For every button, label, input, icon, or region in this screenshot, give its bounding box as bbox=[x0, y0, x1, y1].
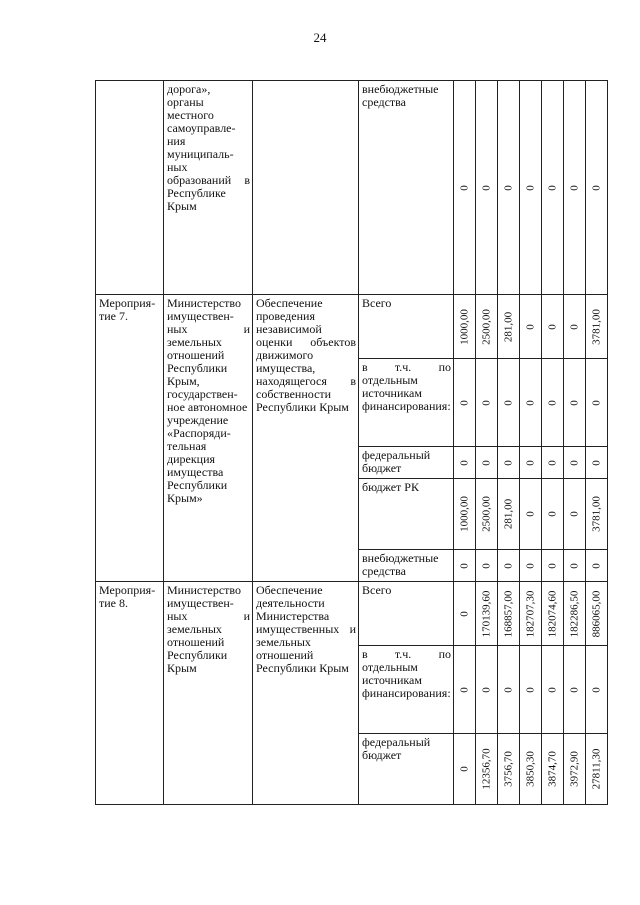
amount-cell bbox=[586, 479, 608, 550]
amount-value: 3781,00 bbox=[590, 496, 602, 532]
funding-source-cell-line: в т.ч. по bbox=[362, 360, 451, 374]
funding-source-cell-line: бюджет РК bbox=[362, 480, 419, 494]
amount-value: 3850,30 bbox=[524, 751, 536, 787]
amount-cell bbox=[454, 479, 476, 550]
amount-cell bbox=[564, 646, 586, 734]
amount-value: 0 bbox=[502, 562, 514, 569]
amount-cell bbox=[520, 447, 542, 479]
funding-source-cell-line: средства bbox=[362, 95, 407, 109]
executor-cell-line: образований в bbox=[167, 173, 250, 187]
amount-cell bbox=[454, 295, 476, 359]
amount-value: 0 bbox=[458, 184, 470, 191]
amount-value: 0 bbox=[568, 184, 580, 191]
amount-cell bbox=[498, 359, 520, 447]
amount-value: 0 bbox=[546, 399, 558, 406]
amount-cell bbox=[476, 447, 498, 479]
amount-value: 0 bbox=[568, 399, 580, 406]
amount-value: 0 bbox=[458, 399, 470, 406]
amount-cell bbox=[498, 479, 520, 550]
amount-cell bbox=[586, 295, 608, 359]
executor-cell-line: земельных bbox=[167, 335, 222, 349]
funding-source-cell bbox=[359, 359, 454, 447]
funding-source-cell bbox=[359, 295, 454, 359]
amount-value: 2500,00 bbox=[480, 308, 492, 345]
executor-cell-line: самоуправле- bbox=[167, 121, 236, 135]
measure-number-cell bbox=[96, 582, 164, 805]
amount-value: 182707,30 bbox=[524, 590, 536, 637]
funding-source-cell-line: в т.ч. по bbox=[362, 647, 451, 661]
amount-cell bbox=[454, 81, 476, 295]
funding-source-cell bbox=[359, 646, 454, 734]
amount-cell bbox=[454, 447, 476, 479]
objective-cell-line: Республики Крым bbox=[256, 661, 349, 675]
amount-value: 0 bbox=[590, 686, 602, 693]
executor-cell-line: ных и bbox=[167, 609, 250, 623]
executor-cell-line: местного bbox=[167, 108, 214, 122]
amount-value: 0 bbox=[502, 686, 514, 693]
objective-cell-line: собственности bbox=[256, 387, 332, 401]
measure-number-cell-line: Мероприя- bbox=[99, 583, 156, 597]
amount-cell bbox=[498, 81, 520, 295]
executor-cell-line: имуществен- bbox=[167, 596, 234, 610]
amount-value: 0 bbox=[568, 511, 580, 517]
executor-cell-line: муниципаль- bbox=[167, 147, 234, 161]
funding-source-cell bbox=[359, 81, 454, 295]
amount-cell bbox=[498, 550, 520, 582]
funding-source-cell-line: финансирования: bbox=[362, 686, 451, 700]
amount-value: 0 bbox=[480, 459, 492, 466]
executor-cell-line: Республики bbox=[167, 478, 228, 492]
funding-source-cell-line: внебюджетные bbox=[362, 82, 439, 96]
objective-cell-line: проведения bbox=[256, 309, 315, 323]
amount-value: 0 bbox=[590, 184, 602, 191]
amount-value: 281,00 bbox=[502, 311, 514, 342]
amount-cell bbox=[542, 479, 564, 550]
amount-cell bbox=[564, 359, 586, 447]
amount-cell bbox=[520, 359, 542, 447]
executor-cell bbox=[164, 81, 253, 295]
amount-cell bbox=[564, 734, 586, 805]
amount-cell bbox=[520, 295, 542, 359]
amount-value: 1000,00 bbox=[458, 496, 470, 532]
amount-value: 281,00 bbox=[502, 498, 514, 530]
amount-cell bbox=[476, 295, 498, 359]
executor-cell-line: Крым, bbox=[167, 374, 200, 388]
funding-source-cell bbox=[359, 582, 454, 646]
objective-cell-line: Республики Крым bbox=[256, 400, 349, 414]
objective-cell-line: деятельности bbox=[256, 596, 325, 610]
amount-value: 0 bbox=[568, 686, 580, 693]
amount-cell bbox=[498, 582, 520, 646]
amount-value: 0 bbox=[546, 459, 558, 466]
objective-cell-line: независимой bbox=[256, 322, 322, 336]
objective-cell-line: земельных bbox=[256, 635, 311, 649]
amount-value: 0 bbox=[458, 766, 470, 772]
amount-value: 182286,50 bbox=[568, 590, 580, 637]
executor-cell-line: ния bbox=[167, 134, 186, 148]
executor-cell-line: Крым» bbox=[167, 491, 203, 505]
executor-cell-line: имуществен- bbox=[167, 309, 234, 323]
executor-cell-line: Республики bbox=[167, 648, 228, 662]
amount-cell bbox=[520, 550, 542, 582]
amount-cell bbox=[542, 359, 564, 447]
amount-cell bbox=[498, 295, 520, 359]
amount-value: 0 bbox=[568, 459, 580, 466]
funding-source-cell-line: федеральный bbox=[362, 735, 431, 749]
amount-value: 0 bbox=[524, 399, 536, 406]
amount-cell bbox=[520, 734, 542, 805]
amount-cell bbox=[586, 550, 608, 582]
table-row bbox=[96, 81, 608, 295]
executor-cell-line: имущества bbox=[167, 465, 224, 479]
amount-value: 0 bbox=[480, 399, 492, 406]
objective-cell-line: движимого bbox=[256, 348, 314, 362]
amount-cell bbox=[454, 550, 476, 582]
funding-source-cell-line: средства bbox=[362, 564, 407, 578]
objective-cell-line: находящегося в bbox=[256, 374, 356, 388]
objective-cell-line: имущества, bbox=[256, 361, 316, 375]
amount-cell bbox=[542, 734, 564, 805]
amount-value: 0 bbox=[524, 184, 536, 191]
table-row bbox=[96, 295, 608, 359]
amount-cell bbox=[454, 582, 476, 646]
amount-cell bbox=[586, 359, 608, 447]
funding-source-cell-line: бюджет bbox=[362, 748, 402, 762]
executor-cell-line: дорога», bbox=[167, 82, 211, 96]
objective-cell-line: Министерства bbox=[256, 609, 330, 623]
amount-value: 0 bbox=[480, 184, 492, 191]
amount-value: 3781,00 bbox=[590, 308, 602, 345]
funding-source-cell-line: отдельным bbox=[362, 373, 418, 387]
amount-value: 0 bbox=[590, 562, 602, 569]
amount-cell bbox=[542, 646, 564, 734]
objective-cell-line: отношений bbox=[256, 648, 314, 662]
executor-cell-line: отношений bbox=[167, 348, 225, 362]
funding-source-cell-line: Всего bbox=[362, 296, 392, 310]
executor-cell-line: дирекция bbox=[167, 452, 216, 466]
objective-cell-line: оценки объектов bbox=[256, 335, 356, 349]
amount-cell bbox=[476, 359, 498, 447]
amount-value: 168857,00 bbox=[502, 590, 514, 637]
funding-source-cell-line: Всего bbox=[362, 583, 392, 597]
funding-source-cell bbox=[359, 734, 454, 805]
amount-cell bbox=[542, 447, 564, 479]
executor-cell-line: Крым bbox=[167, 661, 197, 675]
amount-value: 0 bbox=[502, 184, 514, 191]
amount-value: 0 bbox=[524, 686, 536, 693]
amount-value: 12356,70 bbox=[480, 748, 492, 790]
amount-cell bbox=[564, 550, 586, 582]
objective-cell bbox=[253, 295, 359, 582]
amount-value: 3972,90 bbox=[568, 751, 580, 787]
amount-value: 0 bbox=[524, 459, 536, 466]
amount-cell bbox=[564, 447, 586, 479]
amount-cell bbox=[586, 447, 608, 479]
amount-value: 2500,00 bbox=[480, 496, 492, 532]
amount-value: 0 bbox=[546, 562, 558, 569]
amount-cell bbox=[454, 646, 476, 734]
amount-value: 0 bbox=[480, 562, 492, 569]
executor-cell-line: тельная bbox=[167, 439, 207, 453]
measure-number-cell bbox=[96, 81, 164, 295]
amount-value: 0 bbox=[502, 399, 514, 406]
amount-cell bbox=[564, 582, 586, 646]
amount-cell bbox=[520, 479, 542, 550]
amount-cell bbox=[498, 447, 520, 479]
executor-cell-line: Республики bbox=[167, 361, 228, 375]
amount-value: 0 bbox=[458, 610, 470, 617]
amount-cell bbox=[520, 646, 542, 734]
executor-cell-line: ное автономное bbox=[167, 400, 248, 414]
objective-cell-line: Обеспечение bbox=[256, 296, 323, 310]
amount-value: 0 bbox=[546, 511, 558, 517]
amount-cell bbox=[542, 295, 564, 359]
table-row bbox=[96, 582, 608, 646]
executor-cell-line: Министерство bbox=[167, 583, 241, 597]
amount-value: 0 bbox=[502, 459, 514, 466]
executor-cell-line: ных и bbox=[167, 322, 250, 336]
program-funding-table bbox=[95, 80, 608, 805]
amount-value: 0 bbox=[546, 184, 558, 191]
amount-value: 0 bbox=[546, 323, 558, 330]
executor-cell-line: «Распоряди- bbox=[167, 426, 231, 440]
amount-cell bbox=[454, 734, 476, 805]
amount-cell bbox=[498, 646, 520, 734]
amount-cell bbox=[586, 81, 608, 295]
amount-cell bbox=[498, 734, 520, 805]
amount-value: 0 bbox=[480, 686, 492, 693]
executor-cell-line: учреждение bbox=[167, 413, 229, 427]
funding-source-cell-line: отдельным bbox=[362, 660, 418, 674]
funding-source-cell-line: внебюджетные bbox=[362, 551, 439, 565]
measure-number-cell-line: тие 7. bbox=[99, 309, 128, 323]
amount-value: 182074,60 bbox=[546, 590, 558, 637]
amount-value: 0 bbox=[590, 459, 602, 466]
funding-source-cell-line: источникам bbox=[362, 386, 422, 400]
amount-cell bbox=[476, 81, 498, 295]
executor-cell-line: ных bbox=[167, 160, 188, 174]
amount-cell bbox=[586, 734, 608, 805]
objective-cell bbox=[253, 582, 359, 805]
amount-value: 1000,00 bbox=[458, 308, 470, 345]
amount-cell bbox=[476, 582, 498, 646]
amount-cell bbox=[564, 295, 586, 359]
funding-source-cell-line: источникам bbox=[362, 673, 422, 687]
executor-cell bbox=[164, 295, 253, 582]
page-number: 24 bbox=[313, 30, 327, 45]
executor-cell-line: отношений bbox=[167, 635, 225, 649]
amount-cell bbox=[476, 550, 498, 582]
amount-value: 0 bbox=[458, 459, 470, 466]
measure-number-cell-line: Мероприя- bbox=[99, 296, 156, 310]
measure-number-cell bbox=[96, 295, 164, 582]
executor-cell-line: Республике bbox=[167, 186, 226, 200]
amount-value: 3756,70 bbox=[502, 751, 514, 787]
amount-cell bbox=[564, 479, 586, 550]
amount-value: 0 bbox=[546, 686, 558, 693]
objective-cell-line: Обеспечение bbox=[256, 583, 323, 597]
executor-cell-line: Министерство bbox=[167, 296, 241, 310]
amount-value: 27811,30 bbox=[590, 748, 602, 790]
amount-value: 0 bbox=[568, 323, 580, 330]
amount-cell bbox=[564, 81, 586, 295]
funding-source-cell-line: бюджет bbox=[362, 461, 402, 475]
objective-cell bbox=[253, 81, 359, 295]
amount-cell bbox=[542, 550, 564, 582]
amount-cell bbox=[476, 646, 498, 734]
funding-source-cell bbox=[359, 447, 454, 479]
amount-value: 3874,70 bbox=[546, 751, 558, 787]
amount-value: 0 bbox=[524, 511, 536, 517]
amount-cell bbox=[586, 646, 608, 734]
amount-cell bbox=[586, 582, 608, 646]
amount-value: 170139,60 bbox=[480, 590, 492, 637]
amount-value: 0 bbox=[458, 562, 470, 569]
amount-cell bbox=[476, 479, 498, 550]
executor-cell-line: земельных bbox=[167, 622, 222, 636]
measure-number-cell-line: тие 8. bbox=[99, 596, 128, 610]
funding-source-cell-line: финансирования: bbox=[362, 399, 451, 413]
amount-cell bbox=[476, 734, 498, 805]
amount-value: 886065,00 bbox=[590, 590, 602, 637]
amount-cell bbox=[454, 359, 476, 447]
funding-source-cell-line: федеральный bbox=[362, 448, 431, 462]
executor-cell bbox=[164, 582, 253, 805]
funding-source-cell bbox=[359, 479, 454, 550]
amount-cell bbox=[520, 582, 542, 646]
amount-value: 0 bbox=[568, 562, 580, 569]
amount-value: 0 bbox=[524, 323, 536, 330]
amount-cell bbox=[520, 81, 542, 295]
amount-cell bbox=[542, 81, 564, 295]
objective-cell-line: имущественных и bbox=[256, 622, 356, 636]
executor-cell-line: государствен- bbox=[167, 387, 238, 401]
amount-value: 0 bbox=[524, 562, 536, 569]
amount-value: 0 bbox=[590, 399, 602, 406]
amount-cell bbox=[542, 582, 564, 646]
amount-value: 0 bbox=[458, 686, 470, 693]
funding-source-cell bbox=[359, 550, 454, 582]
executor-cell-line: Крым bbox=[167, 199, 197, 213]
executor-cell-line: органы bbox=[167, 95, 204, 109]
